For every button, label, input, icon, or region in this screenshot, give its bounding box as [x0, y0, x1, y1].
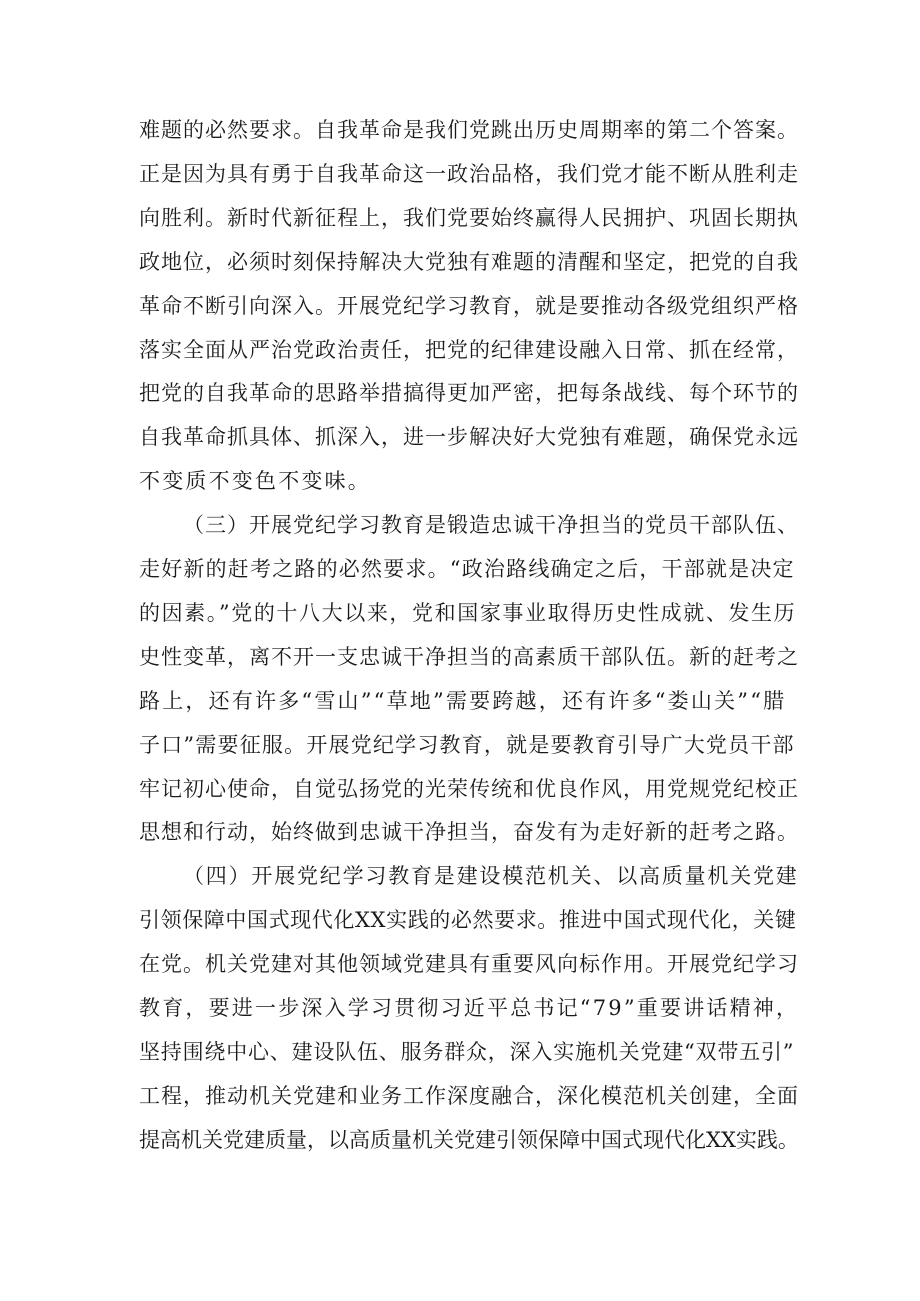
text-line: 教育，要进一步深入学习贯彻习近平总书记“79”重要讲话精神，	[139, 996, 799, 1020]
text-line: 工程，推动机关党建和业务工作深度融合，深化模范机关创建，全面	[139, 1083, 799, 1108]
text-line: 政地位，必须时刻保持解决大党独有难题的清醒和坚定，把党的自我	[139, 249, 799, 274]
text-line: 正是因为具有勇于自我革命这一政治品格，我们党才能不断从胜利走	[139, 161, 799, 186]
paragraph-first-line: （三）开展党纪学习教育是锻造忠诚干净担当的党员干部队伍、	[183, 513, 799, 538]
text-line: 引领保障中国式现代化XX实践的必然要求。推进中国式现代化，关键	[139, 908, 797, 933]
paragraph-first-line: （四）开展党纪学习教育是建设模范机关、以高质量机关党建	[183, 864, 799, 889]
text-line: 子口”需要征服。开展党纪学习教育，就是要教育引导广大党员干部	[139, 732, 795, 757]
text-line: 提高机关党建质量，以高质量机关党建引领保障中国式现代化XX实践。	[139, 1127, 799, 1152]
text-line: 坚持围绕中心、建设队伍、服务群众，深入实施机关党建“双带五引”	[139, 1039, 795, 1064]
text-line: 牢记初心使命，自觉弘扬党的光荣传统和优良作风，用党规党纪校正	[139, 776, 799, 801]
text-line: 在党。机关党建对其他领域党建具有重要风向标作用。开展党纪学习	[139, 952, 799, 977]
text-line: 把党的自我革命的思路举措搞得更加严密，把每条战线、每个环节的	[139, 381, 799, 406]
text-line: 思想和行动，始终做到忠诚干净担当，奋发有为走好新的赶考之路。	[139, 820, 799, 845]
text-line: 史性变革，离不开一支忠诚干净担当的高素质干部队伍。新的赶考之	[139, 644, 799, 669]
text-line: 的因素。”党的十八大以来，党和国家事业取得历史性成就、发生历	[139, 600, 797, 625]
text-line: 走好新的赶考之路的必然要求。“政治路线确定之后，干部就是决定	[139, 557, 795, 581]
text-line: 路上，还有许多“雪山”“草地”需要跨越，还有许多“娄山关”“腊	[139, 688, 787, 713]
text-line: 不变质不变色不变味。	[139, 469, 371, 494]
text-line: 难题的必然要求。自我革命是我们党跳出历史周期率的第二个答案。	[139, 118, 799, 142]
text-line: 革命不断引向深入。开展党纪学习教育，就是要推动各级党组织严格	[139, 293, 799, 318]
text-line: 向胜利。新时代新征程上，我们党要始终赢得人民拥护、巩固长期执	[139, 205, 799, 230]
text-line: 自我革命抓具体、抓深入，进一步解决好大党独有难题，确保党永远	[139, 425, 799, 450]
text-line: 落实全面从严治党政治责任，把党的纪律建设融入日常、抓在经常，	[139, 337, 799, 362]
